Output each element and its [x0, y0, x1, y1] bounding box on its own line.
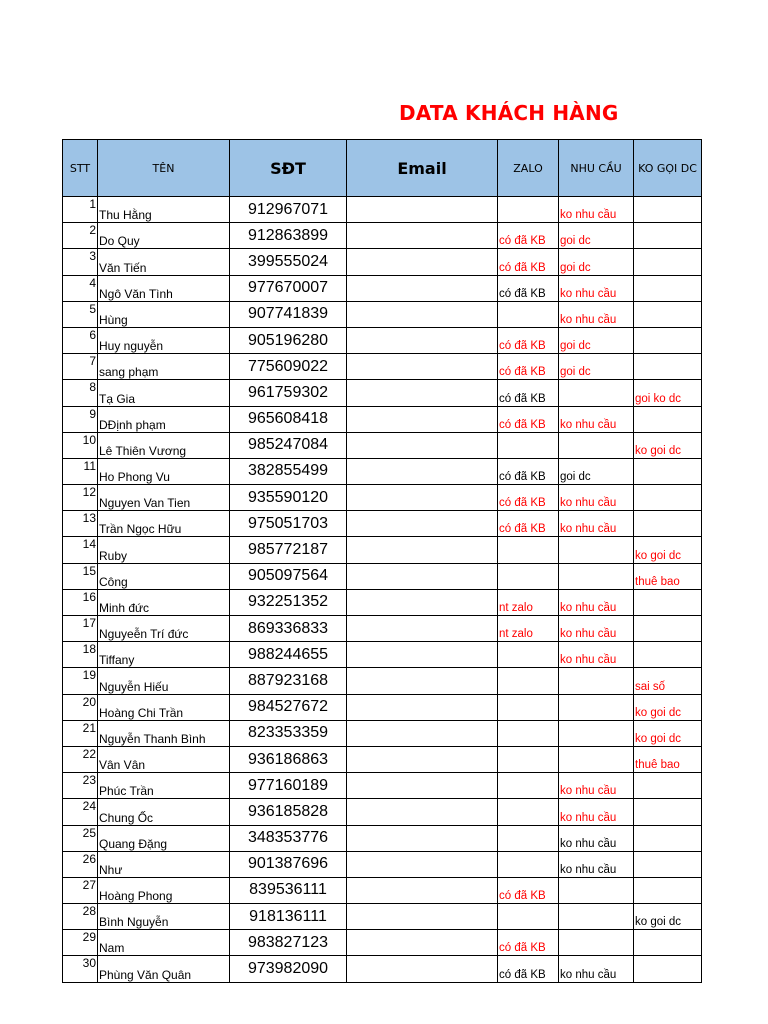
cell-email[interactable]: [347, 694, 498, 720]
table-row: [63, 642, 702, 668]
cell-nhu-cau[interactable]: [559, 668, 634, 694]
table-row: [63, 432, 702, 458]
cell-stt[interactable]: 19: [63, 668, 98, 694]
cell-name[interactable]: Lê Thiên Vương: [98, 432, 230, 458]
cell-nhu-cau[interactable]: [559, 746, 634, 772]
cell-stt[interactable]: 14: [63, 537, 98, 563]
table-row: [63, 668, 702, 694]
cell-name[interactable]: Quang Đặng: [98, 825, 230, 851]
cell-name[interactable]: Hoàng Phong: [98, 877, 230, 903]
table-row: [63, 275, 702, 301]
cell-zalo[interactable]: [498, 537, 559, 563]
cell-nhu-cau[interactable]: [559, 537, 634, 563]
cell-stt[interactable]: 13: [63, 511, 98, 537]
cell-zalo[interactable]: [498, 825, 559, 851]
table-row: [63, 537, 702, 563]
cell-nhu-cau[interactable]: goi dc: [559, 458, 634, 484]
cell-name[interactable]: Như: [98, 851, 230, 877]
cell-name[interactable]: Nguyễn Hiếu: [98, 668, 230, 694]
cell-ko-goi-dc[interactable]: [634, 406, 702, 432]
cell-name[interactable]: Văn Tiến: [98, 249, 230, 275]
cell-phone[interactable]: 935590120: [230, 485, 347, 511]
cell-zalo[interactable]: có đã KB: [498, 406, 559, 432]
cell-phone[interactable]: 965608418: [230, 406, 347, 432]
cell-name[interactable]: Chung Ốc: [98, 799, 230, 825]
cell-nhu-cau[interactable]: [559, 720, 634, 746]
cell-zalo[interactable]: có đã KB: [498, 223, 559, 249]
table-row: [63, 327, 702, 353]
cell-name[interactable]: Phùng Văn Quân: [98, 956, 230, 982]
cell-stt[interactable]: 17: [63, 616, 98, 642]
cell-zalo[interactable]: [498, 773, 559, 799]
cell-nhu-cau[interactable]: ko nhu cầu: [559, 485, 634, 511]
header-zalo[interactable]: ZALO: [498, 140, 559, 197]
table-row: [63, 930, 702, 956]
cell-email[interactable]: [347, 197, 498, 223]
cell-nhu-cau[interactable]: ko nhu cầu: [559, 301, 634, 327]
cell-zalo[interactable]: có đã KB: [498, 877, 559, 903]
cell-ko-goi-dc[interactable]: [634, 249, 702, 275]
cell-name[interactable]: Minh đức: [98, 589, 230, 615]
cell-email[interactable]: [347, 563, 498, 589]
table-row: [63, 301, 702, 327]
cell-nhu-cau[interactable]: goi dc: [559, 354, 634, 380]
cell-stt[interactable]: 16: [63, 589, 98, 615]
cell-stt[interactable]: 22: [63, 746, 98, 772]
cell-email[interactable]: [347, 930, 498, 956]
cell-nhu-cau[interactable]: goi dc: [559, 327, 634, 353]
cell-name[interactable]: Huy nguyễn: [98, 327, 230, 353]
table-row: [63, 511, 702, 537]
cell-stt[interactable]: 27: [63, 877, 98, 903]
cell-phone[interactable]: 936185828: [230, 799, 347, 825]
table-row: [63, 746, 702, 772]
cell-email[interactable]: [347, 642, 498, 668]
cell-phone[interactable]: 918136111: [230, 904, 347, 930]
table-row: [63, 825, 702, 851]
cell-phone[interactable]: 869336833: [230, 616, 347, 642]
cell-phone[interactable]: 382855499: [230, 458, 347, 484]
cell-stt[interactable]: 10: [63, 432, 98, 458]
cell-zalo[interactable]: có đã KB: [498, 956, 559, 982]
cell-phone[interactable]: 975051703: [230, 511, 347, 537]
cell-zalo[interactable]: có đã KB: [498, 275, 559, 301]
cell-name[interactable]: Hùng: [98, 301, 230, 327]
cell-nhu-cau[interactable]: ko nhu cầu: [559, 275, 634, 301]
cell-zalo[interactable]: có đã KB: [498, 485, 559, 511]
cell-ko-goi-dc[interactable]: [634, 773, 702, 799]
cell-phone[interactable]: 901387696: [230, 851, 347, 877]
cell-ko-goi-dc[interactable]: ko goi dc: [634, 694, 702, 720]
table-row: [63, 485, 702, 511]
table-row: [63, 563, 702, 589]
cell-phone[interactable]: 905196280: [230, 327, 347, 353]
table-row: [63, 877, 702, 903]
cell-stt[interactable]: 24: [63, 799, 98, 825]
cell-ko-goi-dc[interactable]: [634, 956, 702, 982]
cell-zalo[interactable]: [498, 720, 559, 746]
cell-name[interactable]: Phúc Trần: [98, 773, 230, 799]
cell-zalo[interactable]: [498, 746, 559, 772]
cell-stt[interactable]: 21: [63, 720, 98, 746]
cell-phone[interactable]: 977160189: [230, 773, 347, 799]
cell-zalo[interactable]: có đã KB: [498, 327, 559, 353]
cell-zalo[interactable]: [498, 301, 559, 327]
table-row: [63, 799, 702, 825]
cell-email[interactable]: [347, 249, 498, 275]
cell-nhu-cau[interactable]: goi dc: [559, 249, 634, 275]
cell-stt[interactable]: 6: [63, 327, 98, 353]
cell-email[interactable]: [347, 458, 498, 484]
cell-stt[interactable]: 2: [63, 223, 98, 249]
cell-stt[interactable]: 28: [63, 904, 98, 930]
cell-nhu-cau[interactable]: ko nhu cầu: [559, 589, 634, 615]
cell-ko-goi-dc[interactable]: [634, 354, 702, 380]
cell-zalo[interactable]: [498, 851, 559, 877]
cell-zalo[interactable]: [498, 197, 559, 223]
cell-email[interactable]: [347, 851, 498, 877]
cell-ko-goi-dc[interactable]: [634, 301, 702, 327]
cell-name[interactable]: sang phạm: [98, 354, 230, 380]
cell-name[interactable]: DĐịnh phạm: [98, 406, 230, 432]
cell-ko-goi-dc[interactable]: ko goi dc: [634, 432, 702, 458]
cell-email[interactable]: [347, 720, 498, 746]
cell-zalo[interactable]: nt zalo: [498, 589, 559, 615]
table-body: [63, 197, 702, 983]
cell-zalo[interactable]: [498, 668, 559, 694]
cell-ko-goi-dc[interactable]: [634, 877, 702, 903]
cell-phone[interactable]: 775609022: [230, 354, 347, 380]
cell-ko-goi-dc[interactable]: [634, 327, 702, 353]
cell-nhu-cau[interactable]: [559, 563, 634, 589]
cell-nhu-cau[interactable]: ko nhu cầu: [559, 773, 634, 799]
table-row: [63, 406, 702, 432]
table-row: [63, 773, 702, 799]
cell-ko-goi-dc[interactable]: thuê bao: [634, 563, 702, 589]
cell-nhu-cau[interactable]: [559, 904, 634, 930]
cell-name[interactable]: Ngô Văn Tình: [98, 275, 230, 301]
cell-email[interactable]: [347, 589, 498, 615]
table-header: [63, 140, 702, 197]
cell-phone[interactable]: 985772187: [230, 537, 347, 563]
cell-nhu-cau[interactable]: ko nhu cầu: [559, 406, 634, 432]
cell-stt[interactable]: 20: [63, 694, 98, 720]
cell-phone[interactable]: 912967071: [230, 197, 347, 223]
cell-zalo[interactable]: [498, 694, 559, 720]
cell-email[interactable]: [347, 485, 498, 511]
table-row: [63, 851, 702, 877]
cell-phone[interactable]: 823353359: [230, 720, 347, 746]
cell-ko-goi-dc[interactable]: [634, 616, 702, 642]
table-row: [63, 694, 702, 720]
cell-phone[interactable]: 907741839: [230, 301, 347, 327]
cell-stt[interactable]: 5: [63, 301, 98, 327]
cell-zalo[interactable]: có đã KB: [498, 511, 559, 537]
cell-ko-goi-dc[interactable]: [634, 197, 702, 223]
cell-ko-goi-dc[interactable]: [634, 825, 702, 851]
cell-name[interactable]: Do Quy: [98, 223, 230, 249]
cell-zalo[interactable]: [498, 642, 559, 668]
table-row: [63, 197, 702, 223]
cell-name[interactable]: Tạ Gia: [98, 380, 230, 406]
cell-name[interactable]: Nguyen Van Tien: [98, 485, 230, 511]
header-nhu-cau[interactable]: NHU CẦU: [559, 140, 634, 197]
cell-stt[interactable]: 9: [63, 406, 98, 432]
cell-zalo[interactable]: [498, 904, 559, 930]
cell-zalo[interactable]: có đã KB: [498, 354, 559, 380]
cell-email[interactable]: [347, 223, 498, 249]
cell-email[interactable]: [347, 354, 498, 380]
header-phone[interactable]: SĐT: [230, 140, 347, 197]
cell-nhu-cau[interactable]: ko nhu cầu: [559, 616, 634, 642]
cell-email[interactable]: [347, 380, 498, 406]
cell-phone[interactable]: 912863899: [230, 223, 347, 249]
cell-stt[interactable]: 15: [63, 563, 98, 589]
cell-phone[interactable]: 839536111: [230, 877, 347, 903]
cell-ko-goi-dc[interactable]: [634, 275, 702, 301]
header-ko-goi-dc[interactable]: KO GỌI DC: [634, 140, 702, 197]
cell-email[interactable]: [347, 956, 498, 982]
cell-nhu-cau[interactable]: ko nhu cầu: [559, 956, 634, 982]
cell-nhu-cau[interactable]: [559, 432, 634, 458]
cell-ko-goi-dc[interactable]: [634, 485, 702, 511]
table-row: [63, 223, 702, 249]
cell-name[interactable]: Hoàng Chi Trần: [98, 694, 230, 720]
table-row: [63, 249, 702, 275]
cell-ko-goi-dc[interactable]: [634, 458, 702, 484]
cell-email[interactable]: [347, 432, 498, 458]
cell-phone[interactable]: 348353776: [230, 825, 347, 851]
cell-phone[interactable]: 887923168: [230, 668, 347, 694]
cell-email[interactable]: [347, 327, 498, 353]
cell-stt[interactable]: 3: [63, 249, 98, 275]
cell-nhu-cau[interactable]: goi dc: [559, 223, 634, 249]
cell-nhu-cau[interactable]: ko nhu cầu: [559, 511, 634, 537]
cell-email[interactable]: [347, 301, 498, 327]
table-row: [63, 458, 702, 484]
cell-zalo[interactable]: có đã KB: [498, 249, 559, 275]
cell-stt[interactable]: 7: [63, 354, 98, 380]
cell-zalo[interactable]: có đã KB: [498, 930, 559, 956]
cell-ko-goi-dc[interactable]: sai số: [634, 668, 702, 694]
table-row: [63, 354, 702, 380]
cell-zalo[interactable]: có đã KB: [498, 380, 559, 406]
cell-stt[interactable]: 18: [63, 642, 98, 668]
cell-email[interactable]: [347, 746, 498, 772]
header-stt[interactable]: STT: [63, 140, 98, 197]
cell-nhu-cau[interactable]: [559, 877, 634, 903]
cell-phone[interactable]: 961759302: [230, 380, 347, 406]
cell-phone[interactable]: 984527672: [230, 694, 347, 720]
cell-zalo[interactable]: [498, 563, 559, 589]
cell-stt[interactable]: 29: [63, 930, 98, 956]
cell-ko-goi-dc[interactable]: [634, 642, 702, 668]
cell-email[interactable]: [347, 616, 498, 642]
cell-nhu-cau[interactable]: ko nhu cầu: [559, 197, 634, 223]
cell-name[interactable]: Nguyễn Thanh Bình: [98, 720, 230, 746]
cell-nhu-cau[interactable]: ko nhu cầu: [559, 851, 634, 877]
cell-phone[interactable]: 905097564: [230, 563, 347, 589]
cell-phone[interactable]: 932251352: [230, 589, 347, 615]
cell-ko-goi-dc[interactable]: [634, 511, 702, 537]
cell-email[interactable]: [347, 511, 498, 537]
cell-email[interactable]: [347, 537, 498, 563]
cell-ko-goi-dc[interactable]: [634, 799, 702, 825]
cell-zalo[interactable]: có đã KB: [498, 458, 559, 484]
cell-ko-goi-dc[interactable]: [634, 851, 702, 877]
cell-name[interactable]: Ruby: [98, 537, 230, 563]
cell-email[interactable]: [347, 877, 498, 903]
cell-email[interactable]: [347, 275, 498, 301]
cell-ko-goi-dc[interactable]: ko goi dc: [634, 720, 702, 746]
cell-nhu-cau[interactable]: [559, 694, 634, 720]
cell-ko-goi-dc[interactable]: thuê bao: [634, 746, 702, 772]
table-row: [63, 904, 702, 930]
cell-zalo[interactable]: nt zalo: [498, 616, 559, 642]
customer-table: [62, 139, 702, 983]
cell-phone[interactable]: 973982090: [230, 956, 347, 982]
cell-phone[interactable]: 936186863: [230, 746, 347, 772]
cell-ko-goi-dc[interactable]: [634, 930, 702, 956]
cell-email[interactable]: [347, 904, 498, 930]
cell-ko-goi-dc[interactable]: [634, 223, 702, 249]
cell-ko-goi-dc[interactable]: ko goi dc: [634, 904, 702, 930]
cell-name[interactable]: Nguyeễn Trí đức: [98, 616, 230, 642]
header-name[interactable]: TÊN: [98, 140, 230, 197]
cell-name[interactable]: Bình Nguyễn: [98, 904, 230, 930]
cell-name[interactable]: Ho Phong Vu: [98, 458, 230, 484]
cell-zalo[interactable]: [498, 799, 559, 825]
cell-phone[interactable]: 988244655: [230, 642, 347, 668]
cell-name[interactable]: Vân Vân: [98, 746, 230, 772]
cell-name[interactable]: Trần Ngọc Hữu: [98, 511, 230, 537]
cell-stt[interactable]: 12: [63, 485, 98, 511]
cell-stt[interactable]: 30: [63, 956, 98, 982]
cell-stt[interactable]: 11: [63, 458, 98, 484]
cell-email[interactable]: [347, 799, 498, 825]
header-email[interactable]: Email: [347, 140, 498, 197]
cell-email[interactable]: [347, 668, 498, 694]
cell-name[interactable]: Thu Hằng: [98, 197, 230, 223]
cell-name[interactable]: Công: [98, 563, 230, 589]
cell-stt[interactable]: 4: [63, 275, 98, 301]
cell-phone[interactable]: 985247084: [230, 432, 347, 458]
table-row: [63, 589, 702, 615]
table-row: [63, 380, 702, 406]
cell-email[interactable]: [347, 406, 498, 432]
cell-stt[interactable]: 8: [63, 380, 98, 406]
table-row: [63, 616, 702, 642]
cell-nhu-cau[interactable]: [559, 380, 634, 406]
table-row: [63, 720, 702, 746]
page-title: DATA KHÁCH HÀNG: [399, 101, 619, 125]
cell-zalo[interactable]: [498, 432, 559, 458]
cell-phone[interactable]: 983827123: [230, 930, 347, 956]
cell-nhu-cau[interactable]: [559, 930, 634, 956]
cell-email[interactable]: [347, 773, 498, 799]
cell-ko-goi-dc[interactable]: goi ko dc: [634, 380, 702, 406]
table-row: [63, 956, 702, 982]
cell-name[interactable]: Tiffany: [98, 642, 230, 668]
cell-nhu-cau[interactable]: ko nhu cầu: [559, 642, 634, 668]
cell-phone[interactable]: 977670007: [230, 275, 347, 301]
cell-stt[interactable]: 25: [63, 825, 98, 851]
cell-stt[interactable]: 23: [63, 773, 98, 799]
cell-ko-goi-dc[interactable]: ko goi dc: [634, 537, 702, 563]
cell-email[interactable]: [347, 825, 498, 851]
cell-stt[interactable]: 26: [63, 851, 98, 877]
cell-name[interactable]: Nam: [98, 930, 230, 956]
cell-nhu-cau[interactable]: ko nhu cầu: [559, 825, 634, 851]
cell-ko-goi-dc[interactable]: [634, 589, 702, 615]
cell-phone[interactable]: 399555024: [230, 249, 347, 275]
cell-nhu-cau[interactable]: ko nhu cầu: [559, 799, 634, 825]
cell-stt[interactable]: 1: [63, 197, 98, 223]
